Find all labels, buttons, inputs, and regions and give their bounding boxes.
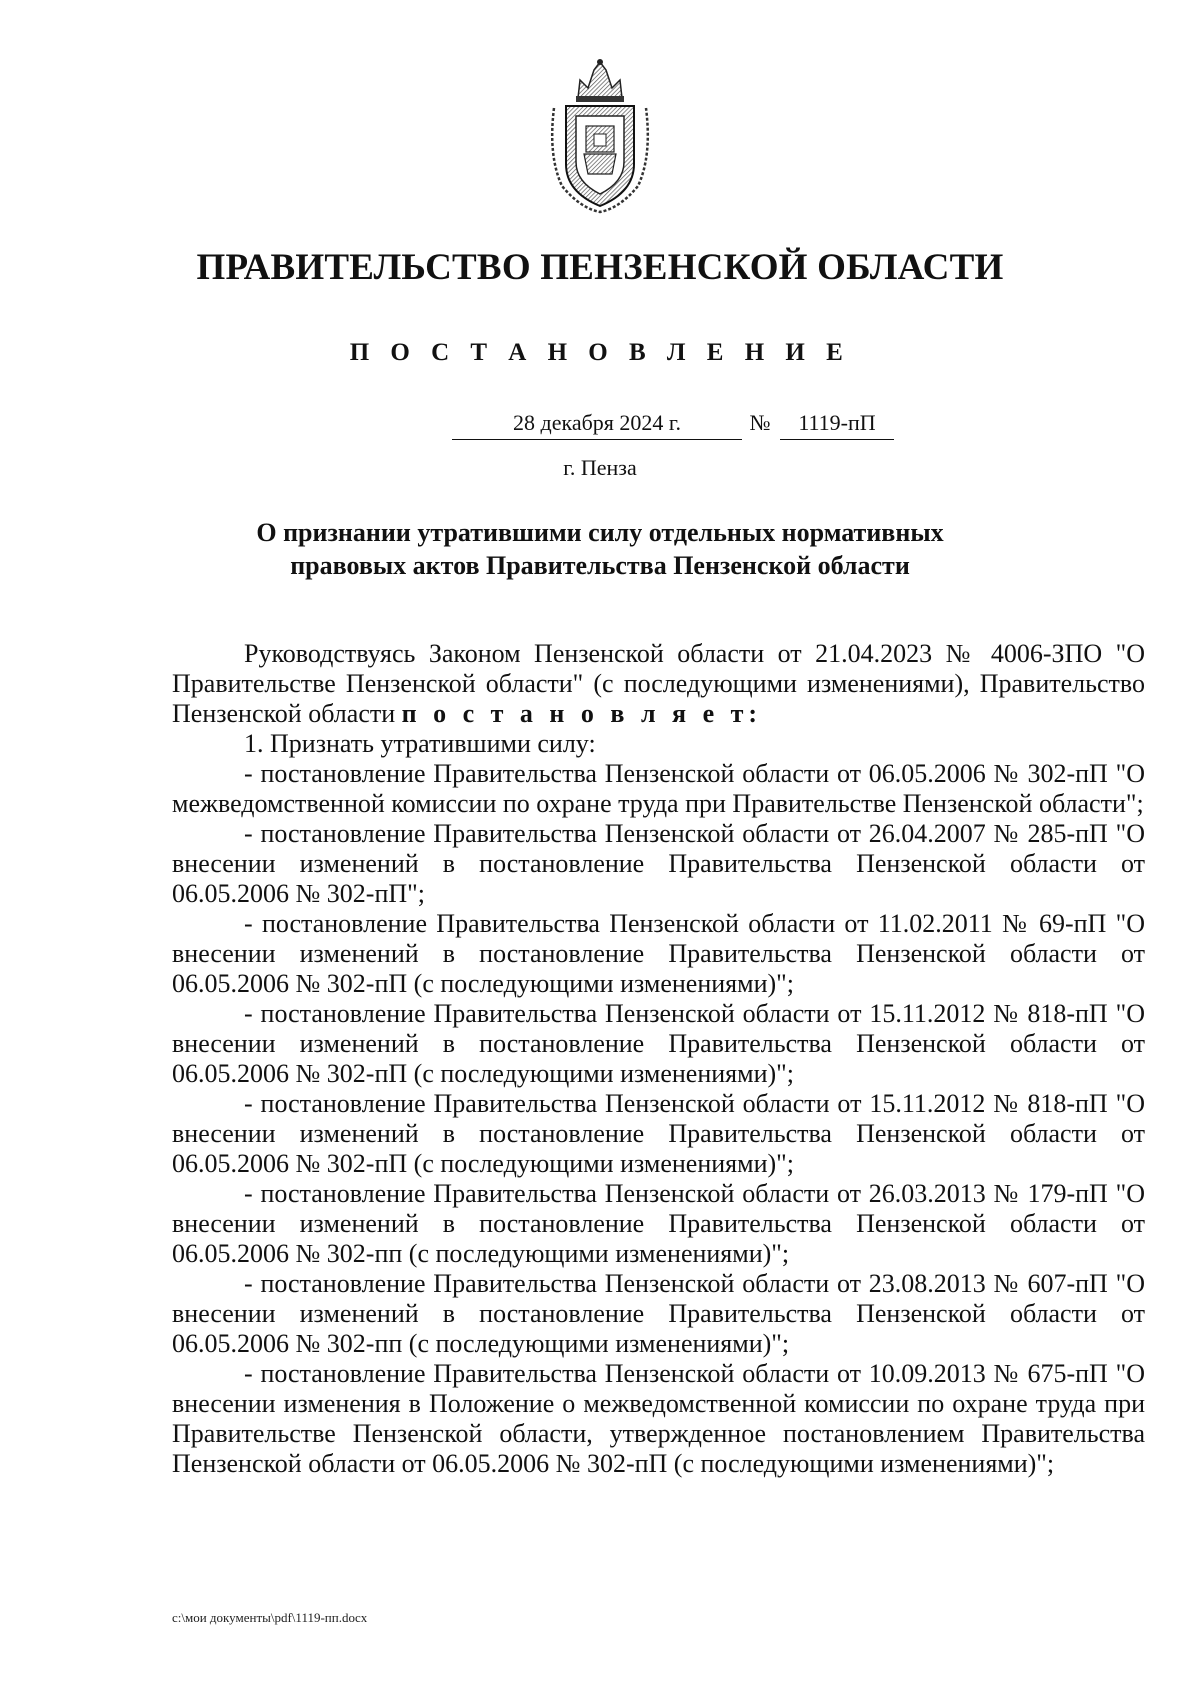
date-underline bbox=[452, 439, 742, 440]
document-body bbox=[172, 639, 1145, 1479]
repealed-act-item: - постановление Правительства Пензенской области от 10.09.2013 № 675-пП "О внесении изменения в Положение о межведомственной комиссии по охране труда при Правительстве Пензенской области, утвержденное постановлением Правительства Пензенской области от 06.05.2006 № 302-пП (с последующими изменениями)"; bbox=[172, 1359, 1145, 1478]
document-city: г. Пенза bbox=[563, 455, 637, 480]
preamble-text: Руководствуясь Законом Пензенской области от 21.04.2023 № 4006-ЗПО "О Правительстве Пензенской области" (с последующими изменениями), Правительство Пензенской области bbox=[172, 639, 1145, 728]
document-date: 28 декабря 2024 г. bbox=[513, 410, 681, 435]
subject-line-2: правовых актов Правительства Пензенской области bbox=[290, 551, 910, 580]
coat-of-arms-emblem bbox=[540, 56, 660, 216]
document-number: 1119-пП bbox=[798, 410, 876, 435]
item-1-heading: 1. Признать утратившими силу: bbox=[244, 729, 596, 758]
repealed-act-item: - постановление Правительства Пензенской области от 06.05.2006 № 302-пП "О межведомственной комиссии по охране труда при Правительстве Пензенской области"; bbox=[172, 759, 1145, 818]
subject-line-1: О признании утратившими силу отдельных нормативных bbox=[256, 518, 944, 547]
repealed-act-item: - постановление Правительства Пензенской области от 23.08.2013 № 607-пП "О внесении изменений в постановление Правительства Пензенской области от 06.05.2006 № 302-пп (с последующими изменениями)"; bbox=[172, 1269, 1145, 1358]
repealed-act-item: - постановление Правительства Пензенской области от 26.03.2013 № 179-пП "О внесении изменений в постановление Правительства Пензенской области от 06.05.2006 № 302-пп (с последующими изменениями)"; bbox=[172, 1179, 1145, 1268]
document-type: П О С Т А Н О В Л Е Н И Е bbox=[349, 339, 851, 366]
organization-title: ПРАВИТЕЛЬСТВО ПЕНЗЕНСКОЙ ОБЛАСТИ bbox=[196, 247, 1004, 288]
date-number-line bbox=[0, 408, 1200, 442]
preamble-paragraph bbox=[172, 639, 1145, 729]
repealed-act-item: - постановление Правительства Пензенской области от 26.04.2007 № 285-пП "О внесении изменений в постановление Правительства Пензенской области от 06.05.2006 № 302-пП"; bbox=[172, 819, 1145, 908]
repealed-act-item: - постановление Правительства Пензенской области от 11.02.2011 № 69-пП "О внесении изменений в постановление Правительства Пензенской области от 06.05.2006 № 302-пП (с последующими изменениями)"; bbox=[172, 909, 1145, 998]
repealed-act-item: - постановление Правительства Пензенской области от 15.11.2012 № 818-пП "О внесении изменений в постановление Правительства Пензенской области от 06.05.2006 № 302-пП (с последующими изменениями)"; bbox=[172, 1089, 1145, 1178]
preamble-action: п о с т а н о в л я е т: bbox=[401, 699, 763, 728]
repealed-act-item: - постановление Правительства Пензенской области от 15.11.2012 № 818-пП "О внесении изменений в постановление Правительства Пензенской области от 06.05.2006 № 302-пП (с последующими изменениями)"; bbox=[172, 999, 1145, 1088]
footer-file-path: c:\мои документы\pdf\1119-пп.docx bbox=[172, 1610, 368, 1625]
number-underline bbox=[780, 439, 894, 440]
document-subject bbox=[240, 516, 960, 582]
number-sign: № bbox=[749, 410, 771, 435]
